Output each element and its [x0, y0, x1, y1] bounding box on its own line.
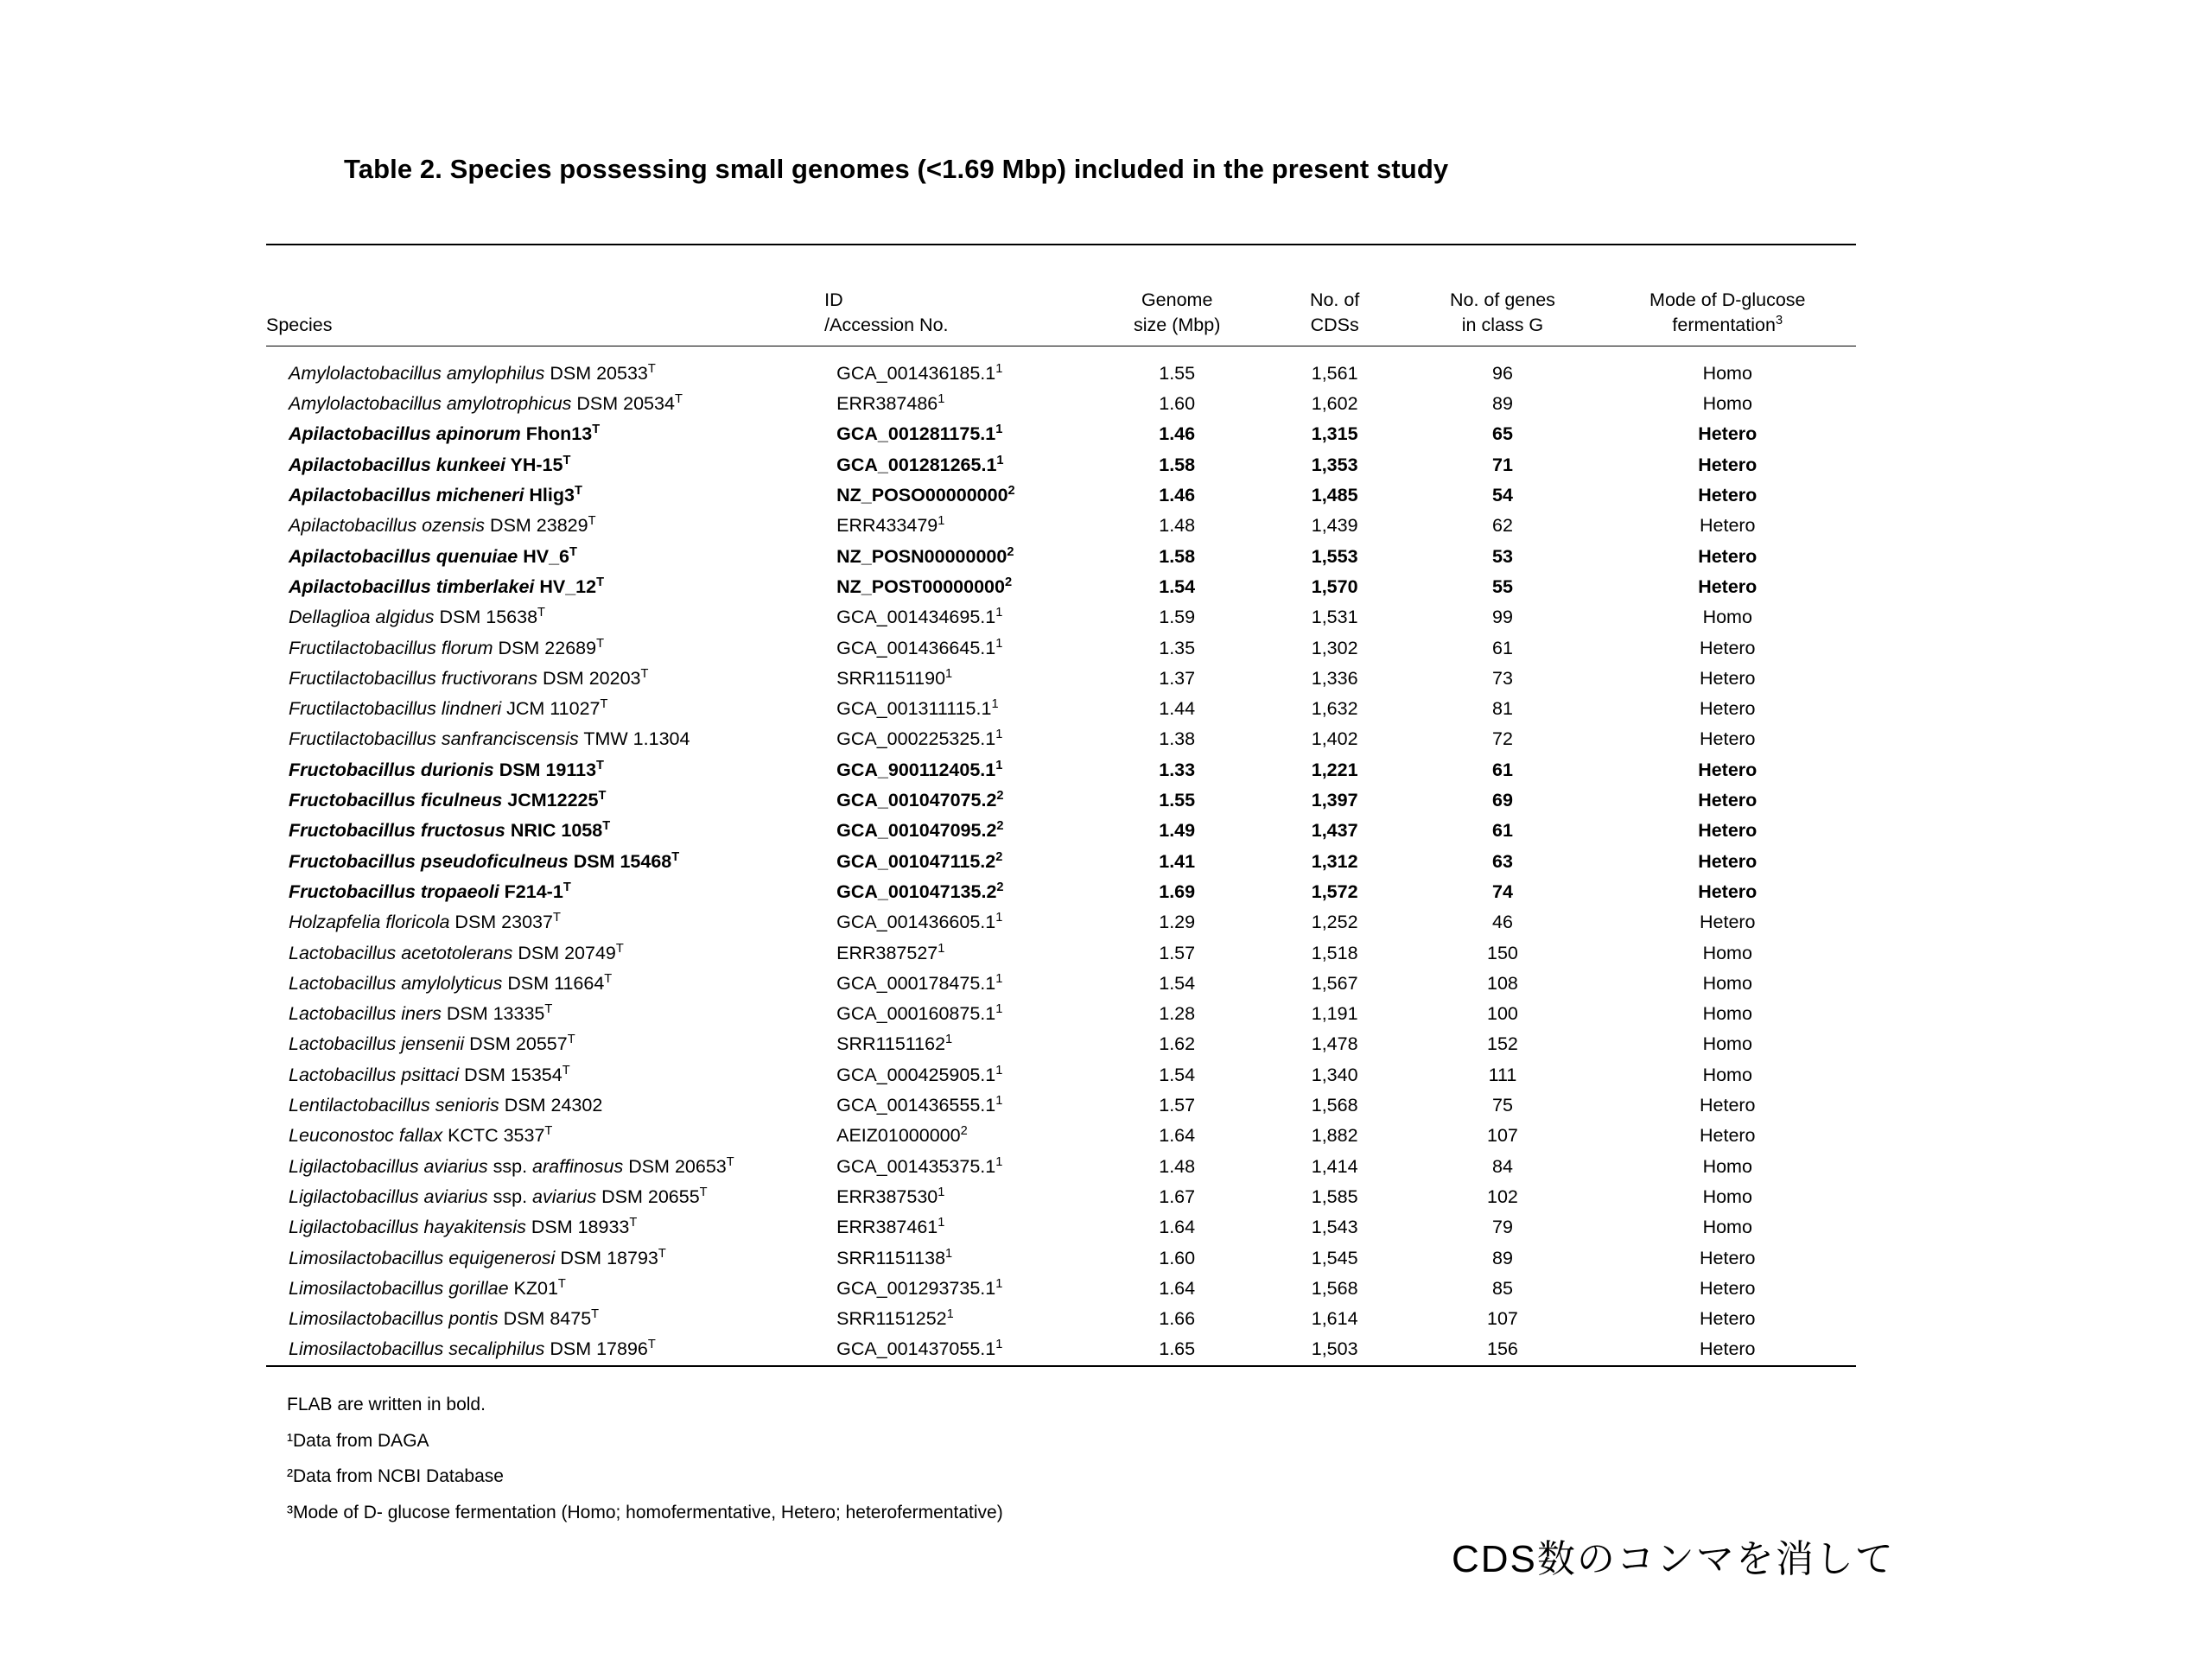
cell-species: Amylolactobacillus amylophilus DSM $20533^T$ [289, 361, 656, 384]
cell-genes-class-g: 156 [1406, 1335, 1599, 1366]
column-header-id-line1: ID [824, 289, 843, 311]
cell-id-accession: ERR387530$^1$ [836, 1185, 945, 1207]
cell-fermentation-mode: Hetero [1698, 759, 1758, 780]
table-body [266, 346, 1856, 1366]
cell-genome-size: 1.33 [1159, 759, 1196, 780]
cell-cds-count: 1,191 [1311, 1003, 1358, 1025]
cell-fermentation-mode: Hetero [1699, 1095, 1756, 1116]
column-header-species-label: Species [266, 314, 333, 335]
cell-cds-count: 1,340 [1311, 1064, 1358, 1085]
cell-genes-class-g: 63 [1491, 850, 1513, 872]
footnote-line: ³Mode of D- glucose fermentation (Homo; homofermentative, Hetero; heterofermentative) [287, 1502, 1003, 1522]
cell-fermentation-mode: Hetero [1699, 698, 1756, 720]
table-row [266, 1304, 1856, 1334]
table-row [266, 633, 1856, 664]
cell-genes-class-g: 55 [1491, 575, 1513, 597]
cell-fermentation-mode: Hetero [1698, 485, 1758, 506]
cell-fermentation-mode: Hetero [1698, 423, 1758, 445]
cell-species: Lactobacillus psittaci DSM $15354^T$ [289, 1063, 570, 1085]
cell-species: Limosilactobacillus pontis DSM $8475^T$ [289, 1306, 600, 1330]
column-header-mode-sup: 3 [1775, 313, 1783, 327]
cell-cds-count: 1,568 [1311, 1095, 1358, 1116]
cell-id-accession: ERR387486$^1$ [836, 392, 945, 415]
cell-id-accession: NZ_POST00000000$^2$ [836, 575, 1013, 597]
cell-species: Apilactobacillus ozensis DSM $23829^T$ [289, 514, 596, 537]
cell-cds-count: 1,414 [1311, 1155, 1358, 1177]
cell-genome-size: 1.55 [1159, 362, 1196, 384]
table-row [266, 877, 1856, 907]
cell-genome-size: 1.54 [1159, 972, 1196, 994]
cell-genes-class-g: 54 [1491, 485, 1513, 506]
table-row [266, 725, 1856, 755]
cell-species: Lentilactobacillus senioris DSM 24302 [289, 1095, 603, 1116]
table-row [266, 511, 1856, 541]
cell-cds-count: 1,439 [1311, 515, 1358, 537]
column-header-cds [1263, 245, 1406, 346]
cell-id-accession: GCA_001047095.2$^2$ [836, 819, 1004, 842]
table-row [266, 1121, 1856, 1151]
cell-genes-class-g: 96 [1491, 362, 1513, 384]
cell-id-accession: GCA_001434695.1$^1$ [836, 606, 1003, 628]
cell-fermentation-mode: Hetero [1699, 912, 1756, 933]
cell-species: Fructilactobacillus fructivorans DSM $20203^T$ [289, 666, 649, 689]
column-header-genome-size [1090, 245, 1262, 346]
cell-genes-class-g: 79 [1491, 1217, 1513, 1238]
cell-id-accession: GCA_001311115.1$^1$ [836, 697, 999, 720]
footnotes [287, 1387, 1003, 1530]
cell-id-accession: ERR387461$^1$ [836, 1216, 945, 1238]
cell-fermentation-mode: Hetero [1599, 1335, 1856, 1366]
cell-genome-size: 1.37 [1159, 667, 1196, 689]
cell-fermentation-mode: Homo [1702, 607, 1752, 628]
cell-species: Limosilactobacillus gorillae $KZ01^T$ [289, 1276, 566, 1299]
table-row [266, 907, 1856, 938]
cell-id-accession: GCA_001435375.1$^1$ [836, 1154, 1003, 1177]
cell-genome-size: 1.64 [1159, 1125, 1196, 1147]
cell-genes-class-g: 100 [1487, 1003, 1518, 1025]
species-table [266, 244, 1856, 1367]
cell-genome-size: 1.49 [1159, 820, 1196, 842]
cell-cds-count: 1,614 [1311, 1308, 1358, 1330]
cell-fermentation-mode: Homo [1702, 393, 1752, 415]
cell-fermentation-mode: Hetero [1698, 454, 1758, 475]
cell-cds-count: 1,518 [1311, 942, 1358, 963]
cell-genes-class-g: 107 [1487, 1308, 1518, 1330]
column-header-id-line2: /Accession No. [824, 314, 949, 335]
cell-species: Fructobacillus fructosus NRIC $1058^T$ [289, 819, 611, 842]
cell-genome-size: 1.60 [1159, 393, 1196, 415]
column-header-mode-line1: Mode of D-glucose [1649, 289, 1806, 311]
cell-genes-class-g: 85 [1491, 1277, 1513, 1299]
footnote-line: ²Data from NCBI Database [287, 1466, 504, 1487]
cell-genome-size: 1.58 [1159, 454, 1196, 475]
cell-genes-class-g: 61 [1491, 820, 1513, 842]
cell-species: Ligilactobacillus hayakitensis DSM $18933^T$ [289, 1216, 638, 1238]
cell-genes-class-g: 89 [1491, 1247, 1513, 1268]
cell-genome-size: 1.46 [1159, 485, 1196, 506]
cell-cds-count: 1,402 [1311, 728, 1358, 750]
table-row [266, 1090, 1856, 1121]
cell-genes-class-g: 61 [1491, 759, 1513, 780]
cell-species: Holzapfelia floricola DSM $23037^T$ [289, 911, 561, 933]
cell-cds-count: 1,315 [1311, 423, 1358, 445]
cell-species: Apilactobacillus micheneri $Hlig3^T$ [289, 483, 582, 506]
cell-genome-size: 1.54 [1159, 1064, 1196, 1085]
cell-species: Limosilactobacillus equigenerosi DSM $18793^T$ [289, 1246, 666, 1268]
column-header-mode-line2 [1599, 313, 1856, 337]
cell-genome-size: 1.54 [1159, 575, 1196, 597]
table-row [266, 602, 1856, 632]
cell-species: Lactobacillus acetotolerans DSM $20749^T$ [289, 941, 624, 963]
cell-genes-class-g: 73 [1491, 667, 1513, 689]
cell-genes-class-g: 89 [1491, 393, 1513, 415]
cell-genome-size: 1.57 [1159, 942, 1196, 963]
cell-cds-count: 1,585 [1311, 1185, 1358, 1207]
cell-cds-count: 1,252 [1311, 912, 1358, 933]
cell-fermentation-mode: Homo [1702, 1064, 1752, 1085]
cell-fermentation-mode: Hetero [1698, 820, 1758, 842]
table-container [266, 244, 1856, 1367]
table-spacer-row [266, 346, 1856, 359]
cell-genes-class-g: 99 [1491, 607, 1513, 628]
column-header-species [266, 245, 824, 346]
cell-cds-count: 1,568 [1311, 1277, 1358, 1299]
column-header-genome-size-line2: size (Mbp) [1134, 314, 1221, 335]
table-row [266, 969, 1856, 999]
cell-species: Ligilactobacillus aviarius ssp. araffinosus DSM $20653^T$ [289, 1154, 734, 1177]
cell-genes-class-g: 108 [1487, 972, 1518, 994]
cell-species: Apilactobacillus timberlakei $HV\_12^T$ [289, 575, 605, 597]
cell-genome-size: 1.28 [1159, 1003, 1196, 1025]
cell-species: Fructobacillus pseudoficulneus DSM $15468^T$ [289, 849, 680, 872]
cell-id-accession: GCA_001436645.1$^1$ [836, 636, 1003, 658]
cell-cds-count: 1,437 [1311, 820, 1358, 842]
cell-id-accession: GCA_001436555.1$^1$ [836, 1093, 1003, 1116]
cell-fermentation-mode: Hetero [1699, 637, 1756, 658]
column-header-id [824, 245, 1090, 346]
cell-cds-count: 1,882 [1311, 1125, 1358, 1147]
table-row [266, 785, 1856, 816]
cell-fermentation-mode: Homo [1702, 1217, 1752, 1238]
cell-genome-size: 1.44 [1159, 698, 1196, 720]
table-row [266, 847, 1856, 877]
cell-id-accession: GCA_000225325.1$^1$ [836, 728, 1003, 750]
column-header-cds-line1: No. of [1309, 289, 1360, 311]
cell-genes-class-g: 107 [1487, 1125, 1518, 1147]
cell-genes-class-g: 152 [1487, 1033, 1518, 1055]
cell-genome-size: 1.48 [1159, 515, 1196, 537]
column-header-genome-size-line1: Genome [1141, 289, 1213, 311]
cell-genes-class-g: 53 [1491, 545, 1513, 567]
table-row [266, 1243, 1856, 1274]
table-row [266, 755, 1856, 785]
cell-fermentation-mode: Hetero [1698, 880, 1758, 902]
cell-cds-count: 1,397 [1311, 790, 1358, 811]
table-spacer-cell [1263, 346, 1406, 359]
cell-species: Leuconostoc fallax KCTC $3537^T$ [289, 1124, 553, 1147]
cell-id-accession: GCA_001047075.2$^2$ [836, 788, 1004, 811]
cell-genes-class-g: 72 [1491, 728, 1513, 750]
table-row [266, 389, 1856, 419]
cell-species: Ligilactobacillus aviarius ssp. aviarius DSM $20655^T$ [289, 1185, 708, 1207]
cell-species: Apilactobacillus apinorum $Fhon13^T$ [289, 423, 601, 445]
cell-cds-count: 1,602 [1311, 393, 1358, 415]
cell-id-accession: SRR1151252$^1$ [836, 1306, 954, 1330]
footnote-line: ¹Data from DAGA [287, 1430, 429, 1451]
table-row [266, 542, 1856, 572]
cell-genes-class-g: 75 [1491, 1095, 1513, 1116]
cell-genes-class-g: 62 [1491, 515, 1513, 537]
cell-id-accession: GCA_001293735.1$^1$ [836, 1276, 1003, 1299]
cell-species: Fructilactobacillus lindneri JCM $11027^T$ [289, 697, 608, 720]
cell-genome-size: 1.57 [1159, 1095, 1196, 1116]
cell-species: Fructobacillus durionis DSM $19113^T$ [289, 758, 604, 780]
cell-genome-size: 1.38 [1159, 728, 1196, 750]
cell-cds-count: 1,570 [1311, 575, 1358, 597]
cell-id-accession: GCA_001281265.1$^1$ [836, 453, 1004, 475]
cell-fermentation-mode: Hetero [1699, 728, 1756, 750]
cell-genome-size: 1.64 [1159, 1217, 1196, 1238]
handwritten-annotation: CDS数のコンマを消して [1452, 1538, 1895, 1580]
cell-fermentation-mode: Homo [1702, 1033, 1752, 1055]
cell-genome-size: 1.48 [1159, 1155, 1196, 1177]
cell-fermentation-mode: Hetero [1699, 1125, 1756, 1147]
cell-species: Apilactobacillus kunkeei $YH-15^T$ [289, 453, 571, 475]
cell-species: Limosilactobacillus secaliphilus DSM $17896^T$ [266, 1335, 824, 1366]
cell-id-accession: NZ_POSN00000000$^2$ [836, 544, 1014, 567]
cell-id-accession: GCA_000425905.1$^1$ [836, 1063, 1003, 1085]
cell-fermentation-mode: Hetero [1699, 515, 1756, 537]
cell-cds-count: 1,543 [1311, 1217, 1358, 1238]
cell-fermentation-mode: Hetero [1698, 575, 1758, 597]
cell-species: Fructilactobacillus sanfranciscensis TMW 1.1304 [289, 728, 690, 750]
table-row [266, 1060, 1856, 1090]
cell-id-accession: GCA_001436605.1$^1$ [836, 911, 1003, 933]
cell-id-accession: SRR1151138$^1$ [836, 1246, 953, 1268]
table-row [266, 1182, 1856, 1212]
cell-id-accession: GCA_000178475.1$^1$ [836, 971, 1003, 994]
page-title: Table 2. Species possessing small genomes (<1.69 Mbp) included in the present study [344, 154, 1449, 184]
column-header-fermentation-mode [1599, 245, 1856, 346]
cell-genes-class-g: 74 [1491, 880, 1513, 902]
cell-species: Amylolactobacillus amylotrophicus DSM $20534^T$ [289, 392, 683, 415]
cell-genome-size: 1.60 [1159, 1247, 1196, 1268]
cell-fermentation-mode: Hetero [1699, 1277, 1756, 1299]
table-row [266, 420, 1856, 450]
cell-genome-size: 1.41 [1159, 850, 1196, 872]
cell-cds-count: 1,221 [1311, 759, 1358, 780]
cell-genome-size: 1.29 [1159, 912, 1196, 933]
cell-fermentation-mode: Homo [1702, 1185, 1752, 1207]
cell-species: Apilactobacillus quenuiae $HV\_6^T$ [289, 544, 577, 567]
cell-genome-size: 1.59 [1159, 607, 1196, 628]
cell-id-accession: SRR1151162$^1$ [836, 1033, 953, 1055]
table-row [266, 572, 1856, 602]
table-row [266, 450, 1856, 480]
cell-genome-size: 1.55 [1159, 790, 1196, 811]
cell-fermentation-mode: Homo [1702, 362, 1752, 384]
cell-fermentation-mode: Hetero [1698, 850, 1758, 872]
cell-genes-class-g: 65 [1491, 423, 1513, 445]
cell-genes-class-g: 69 [1491, 790, 1513, 811]
cell-id-accession: ERR433479$^1$ [836, 514, 945, 537]
cell-cds-count: 1,485 [1311, 485, 1358, 506]
cell-cds-count: 1,632 [1311, 698, 1358, 720]
cell-id-accession: ERR387527$^1$ [836, 941, 945, 963]
cell-genes-class-g: 81 [1491, 698, 1513, 720]
table-row [266, 359, 1856, 389]
cell-id-accession: GCA_001047135.2$^2$ [836, 880, 1004, 902]
cell-genome-size: 1.65 [1090, 1335, 1262, 1366]
cell-cds-count: 1,336 [1311, 667, 1358, 689]
cell-genome-size: 1.66 [1159, 1308, 1196, 1330]
table-row [266, 999, 1856, 1029]
cell-genes-class-g: 46 [1491, 912, 1513, 933]
cell-genome-size: 1.62 [1159, 1033, 1196, 1055]
cell-id-accession: GCA_001437055.1$^1$ [824, 1335, 1090, 1366]
cell-fermentation-mode: Hetero [1699, 667, 1756, 689]
cell-id-accession: GCA_001281175.1$^1$ [836, 423, 1003, 445]
cell-cds-count: 1,567 [1311, 972, 1358, 994]
cell-cds-count: 1,572 [1311, 880, 1358, 902]
cell-cds-count: 1,478 [1311, 1033, 1358, 1055]
cell-genome-size: 1.64 [1159, 1277, 1196, 1299]
cell-genes-class-g: 61 [1491, 637, 1513, 658]
cell-species: Lactobacillus amylolyticus DSM $11664^T$ [289, 971, 613, 994]
table-spacer-cell [1406, 346, 1599, 359]
cell-id-accession: AEIZ01000000$^2$ [836, 1124, 968, 1147]
cell-fermentation-mode: Hetero [1698, 545, 1758, 567]
column-header-genes-class-g [1406, 245, 1599, 346]
cell-species: Fructilactobacillus florum DSM $22689^T$ [289, 636, 605, 658]
cell-genome-size: 1.46 [1159, 423, 1196, 445]
table-row [266, 694, 1856, 724]
cell-cds-count: 1,531 [1311, 607, 1358, 628]
cell-fermentation-mode: Hetero [1698, 790, 1758, 811]
cell-cds-count: 1,302 [1311, 637, 1358, 658]
table-header-row [266, 245, 1856, 346]
cell-genome-size: 1.35 [1159, 637, 1196, 658]
cell-cds-count: 1,553 [1311, 545, 1358, 567]
table-spacer-cell [824, 346, 1090, 359]
cell-cds-count: 1,312 [1311, 850, 1358, 872]
column-header-genes-line1: No. of genes [1449, 289, 1555, 311]
cell-genes-class-g: 84 [1491, 1155, 1513, 1177]
cell-fermentation-mode: Hetero [1699, 1308, 1756, 1330]
cell-genome-size: 1.69 [1159, 880, 1196, 902]
cell-id-accession: GCA_000160875.1$^1$ [836, 1001, 1003, 1025]
cell-genome-size: 1.58 [1159, 545, 1196, 567]
cell-species: Fructobacillus tropaeoli $F214-1^T$ [289, 880, 571, 902]
cell-cds-count: 1,503 [1263, 1335, 1406, 1366]
cell-species: Dellaglioa algidus DSM $15638^T$ [289, 606, 545, 628]
cell-genes-class-g: 150 [1487, 942, 1518, 963]
cell-id-accession: NZ_POSO00000000$^2$ [836, 483, 1015, 506]
table-row [266, 664, 1856, 694]
cell-id-accession: SRR1151190$^1$ [836, 666, 953, 689]
cell-genes-class-g: 102 [1487, 1185, 1518, 1207]
cell-genes-class-g: 71 [1491, 454, 1513, 475]
cell-genome-size: 1.67 [1159, 1185, 1196, 1207]
table-row [266, 1212, 1856, 1243]
column-header-cds-line2: CDSs [1310, 314, 1359, 335]
table-row [266, 1152, 1856, 1182]
cell-fermentation-mode: Homo [1702, 1003, 1752, 1025]
cell-fermentation-mode: Homo [1702, 1155, 1752, 1177]
cell-cds-count: 1,545 [1311, 1247, 1358, 1268]
table-spacer-cell [1090, 346, 1262, 359]
table-row [266, 938, 1856, 969]
footnote-line: FLAB are written in bold. [287, 1395, 486, 1414]
cell-fermentation-mode: Homo [1702, 972, 1752, 994]
table-row [266, 1030, 1856, 1060]
table-row [266, 816, 1856, 846]
table-row [266, 1274, 1856, 1304]
cell-genes-class-g: 111 [1488, 1064, 1517, 1085]
table-row [266, 480, 1856, 511]
column-header-genes-line2: in class G [1461, 314, 1544, 335]
cell-species: Lactobacillus iners DSM $13335^T$ [289, 1001, 553, 1025]
cell-id-accession: GCA_900112405.1$^1$ [836, 758, 1003, 780]
cell-id-accession: GCA_001047115.2$^2$ [836, 849, 1003, 872]
column-header-mode-line2-text: fermentation [1672, 314, 1776, 335]
table-head [266, 245, 1856, 346]
cell-species: Lactobacillus jensenii DSM $20557^T$ [289, 1033, 575, 1055]
cell-cds-count: 1,561 [1311, 362, 1358, 384]
cell-fermentation-mode: Hetero [1699, 1247, 1756, 1268]
cell-species: Fructobacillus ficulneus $JCM12225^T$ [289, 788, 607, 811]
cell-id-accession: GCA_001436185.1$^1$ [836, 361, 1003, 384]
table-spacer-cell [266, 346, 824, 359]
table-row [266, 1335, 1856, 1366]
cell-fermentation-mode: Homo [1702, 942, 1752, 963]
table-spacer-cell [1599, 346, 1856, 359]
cell-cds-count: 1,353 [1311, 454, 1358, 475]
